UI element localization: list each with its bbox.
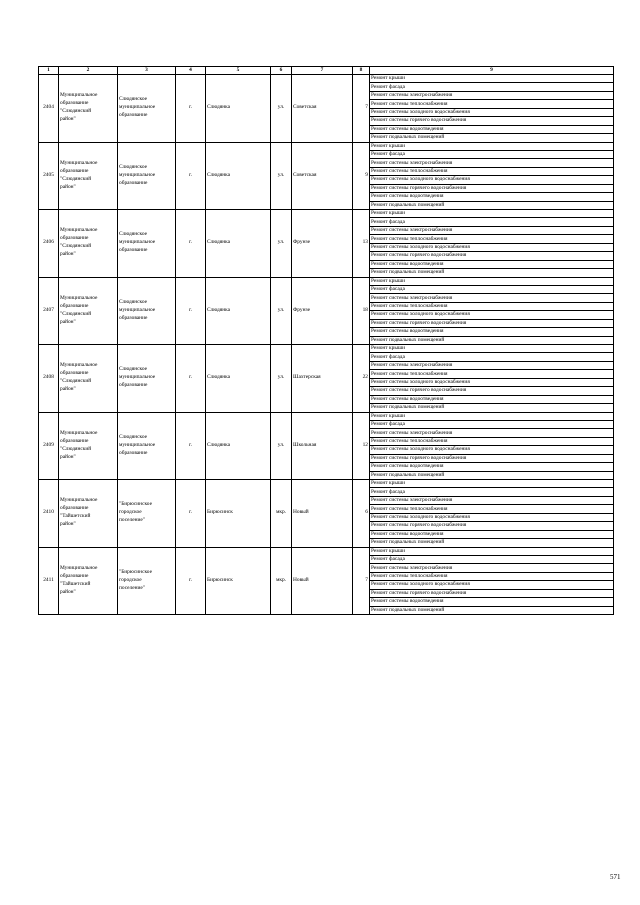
municipality-cell-line: район" xyxy=(60,183,76,190)
work-type-cell: Ремонт системы горячего водоснабжения xyxy=(370,522,614,530)
locality-cell: Слюдянка xyxy=(206,75,271,143)
street-type-cell: ул. xyxy=(271,412,292,480)
municipality-cell xyxy=(59,142,118,210)
work-type-cell: Ремонт системы горячего водоснабжения xyxy=(370,184,614,192)
municipality-cell-line: образование xyxy=(60,437,89,444)
municipality-cell-line: образование xyxy=(60,100,89,107)
work-type-cell: Ремонт фасада xyxy=(370,150,614,158)
locality-type-cell: г. xyxy=(176,480,206,548)
table-row xyxy=(39,412,614,420)
municipality-cell-line: район" xyxy=(60,453,76,460)
work-type-cell: Ремонт крыши xyxy=(370,345,614,353)
work-type-cell: Ремонт подвальных помещений xyxy=(370,539,614,547)
locality-cell: Слюдянка xyxy=(206,345,271,413)
work-type-cell: Ремонт подвальных помещений xyxy=(370,134,614,142)
municipality-cell-line: район" xyxy=(60,386,76,393)
work-type-cell: Ремонт фасада xyxy=(370,218,614,226)
work-type-cell: Ремонт системы электроснабжения xyxy=(370,159,614,167)
locality-cell: Бирюсинск xyxy=(206,547,271,615)
work-type-cell: Ремонт крыши xyxy=(370,412,614,420)
municipality-cell-line: образование xyxy=(60,505,89,512)
house-number-cell: 9 xyxy=(353,142,370,210)
work-type-cell: Ремонт системы холодного водоснабжения xyxy=(370,176,614,184)
locality-type-cell: г. xyxy=(176,210,206,278)
locality-type-cell: г. xyxy=(176,547,206,615)
street-cell: Шахтерская xyxy=(292,345,353,413)
table-row xyxy=(39,480,614,488)
municipality-cell-line: Муниципальное xyxy=(60,497,98,504)
table-row xyxy=(39,277,614,285)
house-number-cell: 18 xyxy=(353,277,370,345)
work-type-cell: Ремонт системы горячего водоснабжения xyxy=(370,252,614,260)
work-type-cell: Ремонт подвальных помещений xyxy=(370,471,614,479)
work-type-cell: Ремонт системы теплоснабжения xyxy=(370,437,614,445)
locality-cell: Слюдянка xyxy=(206,277,271,345)
work-type-cell: Ремонт системы горячего водоснабжения xyxy=(370,589,614,597)
work-type-cell: Ремонт крыши xyxy=(370,480,614,488)
work-type-cell: Ремонт системы теплоснабжения xyxy=(370,235,614,243)
column-header-5: 5 xyxy=(206,67,271,75)
work-type-cell: Ремонт системы холодного водоснабжения xyxy=(370,446,614,454)
work-type-cell: Ремонт подвальных помещений xyxy=(370,269,614,277)
locality-cell: Слюдянка xyxy=(206,412,271,480)
work-type-cell: Ремонт системы водоотведения xyxy=(370,530,614,538)
work-type-cell: Ремонт системы теплоснабжения xyxy=(370,302,614,310)
work-type-cell: Ремонт системы горячего водоснабжения xyxy=(370,319,614,327)
work-type-cell: Ремонт системы водоотведения xyxy=(370,598,614,606)
settlement-cell xyxy=(118,480,176,548)
record-number: 2408 xyxy=(39,345,59,413)
work-type-cell: Ремонт фасада xyxy=(370,285,614,293)
work-type-cell: Ремонт системы электроснабжения xyxy=(370,226,614,234)
table-row xyxy=(39,345,614,353)
settlement-cell-line: образование xyxy=(119,382,148,389)
municipality-cell-line: "Слюдянский xyxy=(60,243,92,250)
municipality-cell-line: образование xyxy=(60,572,89,579)
column-header-8: 8 xyxy=(353,67,370,75)
record-number: 2406 xyxy=(39,210,59,278)
municipality-cell xyxy=(59,345,118,413)
work-type-cell: Ремонт крыши xyxy=(370,547,614,555)
work-type-cell: Ремонт системы горячего водоснабжения xyxy=(370,454,614,462)
table-row xyxy=(39,210,614,218)
record-number: 2410 xyxy=(39,480,59,548)
table-body xyxy=(39,75,614,615)
municipality-cell-line: район" xyxy=(60,251,76,258)
settlement-cell xyxy=(118,75,176,143)
municipality-cell-line: "Слюдянский xyxy=(60,378,92,385)
table-row xyxy=(39,75,614,83)
municipality-cell-line: Муниципальное xyxy=(60,227,98,234)
municipality-cell-line: "Слюдянский xyxy=(60,175,92,182)
street-type-cell: мкр. xyxy=(271,547,292,615)
work-type-cell: Ремонт системы теплоснабжения xyxy=(370,370,614,378)
work-type-cell: Ремонт системы теплоснабжения xyxy=(370,572,614,580)
municipality-cell xyxy=(59,480,118,548)
locality-type-cell: г. xyxy=(176,412,206,480)
record-number: 2405 xyxy=(39,142,59,210)
house-number-cell: 6 xyxy=(353,480,370,548)
table-row xyxy=(39,142,614,150)
work-type-cell: Ремонт подвальных помещений xyxy=(370,201,614,209)
work-type-cell: Ремонт системы теплоснабжения xyxy=(370,100,614,108)
municipality-cell-line: район" xyxy=(60,318,76,325)
locality-type-cell: г. xyxy=(176,277,206,345)
column-header-9: 9 xyxy=(370,67,614,75)
house-number-cell: 22 xyxy=(353,345,370,413)
settlement-cell xyxy=(118,142,176,210)
work-type-cell: Ремонт системы водоотведения xyxy=(370,193,614,201)
settlement-cell xyxy=(118,412,176,480)
column-header-7: 7 xyxy=(292,67,353,75)
street-type-cell: ул. xyxy=(271,75,292,143)
work-type-cell: Ремонт фасада xyxy=(370,353,614,361)
settlement-cell-line: муниципальное xyxy=(119,374,156,381)
settlement-cell-line: муниципальное xyxy=(119,306,156,313)
settlement-cell-line: образование xyxy=(119,179,148,186)
municipality-cell-line: образование xyxy=(60,302,89,309)
municipality-cell-line: Муниципальное xyxy=(60,429,98,436)
work-type-cell: Ремонт фасада xyxy=(370,420,614,428)
work-type-cell: Ремонт крыши xyxy=(370,142,614,150)
work-type-cell: Ремонт системы водоотведения xyxy=(370,328,614,336)
municipality-cell xyxy=(59,75,118,143)
locality-cell: Бирюсинск xyxy=(206,480,271,548)
work-type-cell: Ремонт фасада xyxy=(370,83,614,91)
settlement-cell-line: Слюдянское xyxy=(119,96,148,103)
municipality-cell-line: район" xyxy=(60,116,76,123)
settlement-cell-line: муниципальное xyxy=(119,171,156,178)
municipality-cell-line: образование xyxy=(60,167,89,174)
municipality-cell xyxy=(59,210,118,278)
street-cell: Советская xyxy=(292,75,353,143)
work-type-cell: Ремонт системы теплоснабжения xyxy=(370,167,614,175)
settlement-cell-line: Слюдянское xyxy=(119,433,148,440)
table-row xyxy=(39,547,614,555)
municipality-cell-line: Муниципальное xyxy=(60,92,98,99)
locality-type-cell: г. xyxy=(176,75,206,143)
street-cell: Новый xyxy=(292,547,353,615)
work-type-cell: Ремонт системы горячего водоснабжения xyxy=(370,387,614,395)
street-type-cell: ул. xyxy=(271,142,292,210)
municipality-cell xyxy=(59,547,118,615)
settlement-cell xyxy=(118,547,176,615)
street-type-cell: мкр. xyxy=(271,480,292,548)
settlement-cell-line: образование xyxy=(119,314,148,321)
street-cell: Фрунзе xyxy=(292,210,353,278)
work-type-cell: Ремонт системы холодного водоснабжения xyxy=(370,311,614,319)
work-type-cell: Ремонт системы холодного водоснабжения xyxy=(370,108,614,116)
settlement-cell-line: Слюдянское xyxy=(119,163,148,170)
street-type-cell: ул. xyxy=(271,210,292,278)
work-type-cell: Ремонт системы электроснабжения xyxy=(370,361,614,369)
work-type-cell: Ремонт системы теплоснабжения xyxy=(370,505,614,513)
settlement-cell-line: "Бирюсинское xyxy=(119,568,152,575)
street-type-cell: ул. xyxy=(271,277,292,345)
municipality-cell-line: Муниципальное xyxy=(60,294,98,301)
municipality-cell-line: "Тайшетский xyxy=(60,580,91,587)
settlement-cell-line: муниципальное xyxy=(119,239,156,246)
record-number: 2411 xyxy=(39,547,59,615)
house-number-cell: 7 xyxy=(353,547,370,615)
municipality-cell-line: Муниципальное xyxy=(60,362,98,369)
work-type-cell: Ремонт системы холодного водоснабжения xyxy=(370,581,614,589)
house-number-cell: 7 xyxy=(353,75,370,143)
column-header-4: 4 xyxy=(176,67,206,75)
locality-cell: Слюдянка xyxy=(206,142,271,210)
settlement-cell-line: Слюдянское xyxy=(119,366,148,373)
street-cell: Советская xyxy=(292,142,353,210)
page-number: 571 xyxy=(610,873,621,881)
settlement-cell-line: муниципальное xyxy=(119,104,156,111)
registry-table xyxy=(38,66,614,615)
settlement-cell-line: Слюдянское xyxy=(119,298,148,305)
column-header-2: 2 xyxy=(59,67,118,75)
work-type-cell: Ремонт системы водоотведения xyxy=(370,463,614,471)
municipality-cell-line: "Слюдянский xyxy=(60,108,92,115)
work-type-cell: Ремонт подвальных помещений xyxy=(370,404,614,412)
locality-type-cell: г. xyxy=(176,345,206,413)
work-type-cell: Ремонт крыши xyxy=(370,75,614,83)
locality-cell: Слюдянка xyxy=(206,210,271,278)
municipality-cell-line: Муниципальное xyxy=(60,159,98,166)
record-number: 2407 xyxy=(39,277,59,345)
municipality-cell-line: район" xyxy=(60,521,76,528)
municipality-cell-line: район" xyxy=(60,588,76,595)
settlement-cell-line: "Бирюсинское xyxy=(119,501,152,508)
work-type-cell: Ремонт фасада xyxy=(370,488,614,496)
municipality-cell xyxy=(59,277,118,345)
street-cell: Школьная xyxy=(292,412,353,480)
work-type-cell: Ремонт крыши xyxy=(370,210,614,218)
work-type-cell: Ремонт системы электроснабжения xyxy=(370,91,614,99)
work-type-cell: Ремонт системы холодного водоснабжения xyxy=(370,243,614,251)
settlement-cell-line: образование xyxy=(119,112,148,119)
work-type-cell: Ремонт системы водоотведения xyxy=(370,395,614,403)
work-type-cell: Ремонт фасада xyxy=(370,555,614,563)
work-type-cell: Ремонт подвальных помещений xyxy=(370,336,614,344)
work-type-cell: Ремонт системы водоотведения xyxy=(370,125,614,133)
work-type-cell: Ремонт системы водоотведения xyxy=(370,260,614,268)
work-type-cell: Ремонт подвальных помещений xyxy=(370,606,614,614)
municipality-cell xyxy=(59,412,118,480)
house-number-cell: 13 xyxy=(353,210,370,278)
settlement-cell-line: городское xyxy=(119,509,142,516)
house-number-cell: 12 xyxy=(353,412,370,480)
settlement-cell-line: поселение" xyxy=(119,517,146,524)
settlement-cell xyxy=(118,277,176,345)
work-type-cell: Ремонт системы горячего водоснабжения xyxy=(370,117,614,125)
settlement-cell-line: городское xyxy=(119,576,142,583)
settlement-cell xyxy=(118,345,176,413)
record-number: 2409 xyxy=(39,412,59,480)
work-type-cell: Ремонт крыши xyxy=(370,277,614,285)
column-header-6: 6 xyxy=(271,67,292,75)
municipality-cell-line: образование xyxy=(60,235,89,242)
locality-type-cell: г. xyxy=(176,142,206,210)
settlement-cell-line: муниципальное xyxy=(119,441,156,448)
street-cell: Новый xyxy=(292,480,353,548)
street-cell: Фрунзе xyxy=(292,277,353,345)
work-type-cell: Ремонт системы электроснабжения xyxy=(370,429,614,437)
settlement-cell-line: образование xyxy=(119,449,148,456)
settlement-cell-line: поселение" xyxy=(119,584,146,591)
record-number: 2404 xyxy=(39,75,59,143)
street-type-cell: ул. xyxy=(271,345,292,413)
municipality-cell-line: "Слюдянский xyxy=(60,310,92,317)
settlement-cell-line: Слюдянское xyxy=(119,231,148,238)
municipality-cell-line: "Тайшетский xyxy=(60,513,91,520)
settlement-cell xyxy=(118,210,176,278)
work-type-cell: Ремонт системы холодного водоснабжения xyxy=(370,378,614,386)
work-type-cell: Ремонт системы электроснабжения xyxy=(370,496,614,504)
column-header-3: 3 xyxy=(118,67,176,75)
work-type-cell: Ремонт системы холодного водоснабжения xyxy=(370,513,614,521)
work-type-cell: Ремонт системы электроснабжения xyxy=(370,294,614,302)
settlement-cell-line: образование xyxy=(119,247,148,254)
municipality-cell-line: "Слюдянский xyxy=(60,445,92,452)
header-row xyxy=(39,67,614,75)
column-header-1: 1 xyxy=(39,67,59,75)
work-type-cell: Ремонт системы электроснабжения xyxy=(370,564,614,572)
municipality-cell-line: Муниципальное xyxy=(60,564,98,571)
municipality-cell-line: образование xyxy=(60,370,89,377)
